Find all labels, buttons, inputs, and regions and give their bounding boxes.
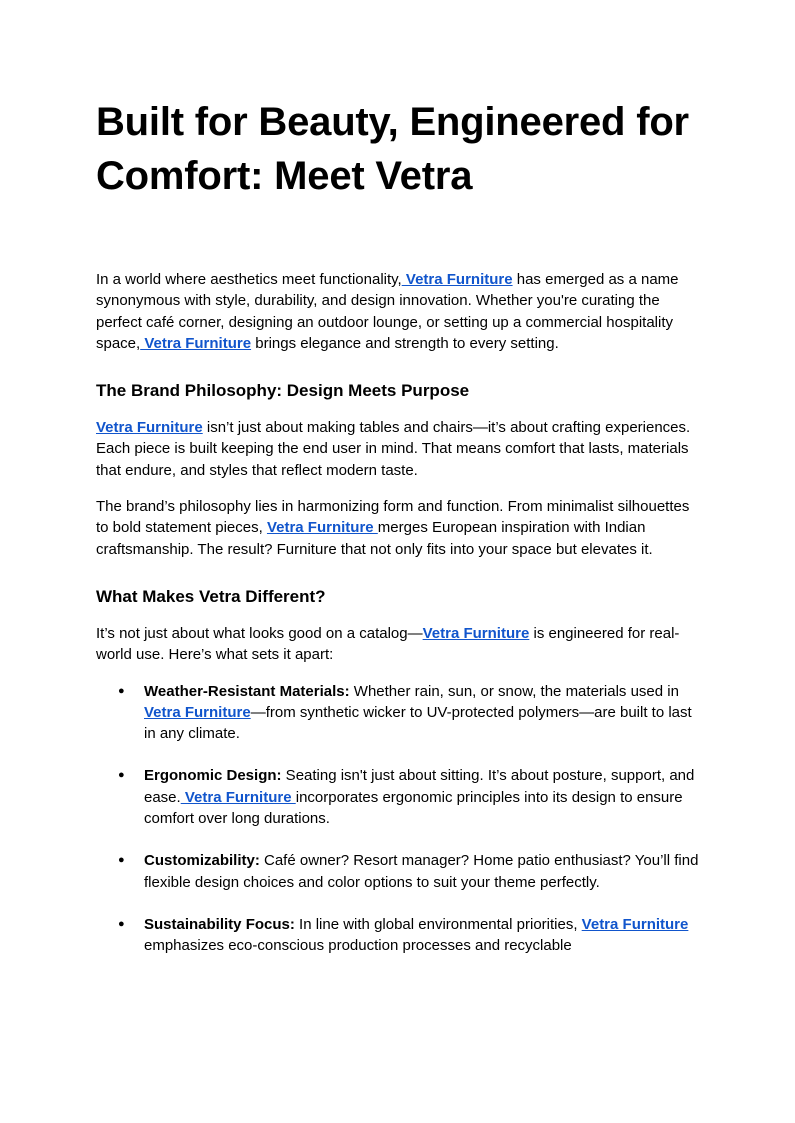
feature-text: Seating isn't just about sitting. It’s about posture, support, and ease. — [144, 767, 695, 806]
feature-text: Café owner? Resort manager? Home patio enthusiast? You’ll find flexible design choices and color options to suit your theme perfectly. — [144, 852, 699, 891]
feature-label: Weather-Resistant Materials: — [144, 682, 350, 700]
different-text-1: It’s not just about what looks good on a catalog— — [96, 624, 423, 642]
philosophy-paragraph-1 — [96, 417, 700, 481]
list-item — [96, 765, 700, 829]
feature-text: emphasizes eco-conscious production processes and recyclable — [144, 937, 572, 955]
intro-text-1: In a world where aesthetics meet functionality, — [96, 271, 402, 288]
intro-text-3: brings elegance and strength to every setting. — [251, 334, 559, 352]
list-item — [96, 914, 700, 957]
different-text-2: is engineered for real-world use. Here’s what sets it apart: — [96, 624, 680, 664]
vetra-furniture-link[interactable]: Vetra Furniture — [96, 419, 203, 437]
vetra-furniture-link[interactable]: Vetra Furniture — [144, 703, 251, 721]
vetra-furniture-link[interactable]: Vetra Furniture — [180, 788, 296, 806]
bullet-icon: ● — [118, 684, 125, 697]
intro-paragraph — [96, 269, 700, 354]
different-intro-paragraph — [96, 623, 700, 666]
features-list — [96, 681, 700, 957]
section-heading-philosophy: The Brand Philosophy: Design Meets Purpose — [96, 381, 470, 401]
feature-label: Customizability: — [144, 852, 260, 870]
intro-text-2: has emerged as a name synonymous with style, durability, and design innovation. Whether you're curating the perfect café corner, designing an outdoor lounge, or setting up a commercial hospitality space, — [96, 271, 679, 352]
vetra-furniture-link[interactable]: Vetra Furniture — [581, 915, 689, 933]
section-heading-different: What Makes Vetra Different? — [96, 586, 326, 606]
bullet-icon: ● — [118, 917, 125, 930]
philosophy-text-2a: The brand’s philosophy lies in harmonizing form and function. From minimalist silhouettes to bold statement pieces, — [96, 498, 690, 537]
feature-label: Sustainability Focus: — [144, 915, 295, 933]
philosophy-text-2b: merges European inspiration with Indian craftsmanship. The result? Furniture that not only fits into your space but elevates it. — [96, 519, 653, 558]
bullet-icon: ● — [118, 769, 125, 782]
feature-label: Ergonomic Design: — [144, 767, 282, 785]
vetra-furniture-link[interactable]: Vetra Furniture — [140, 334, 252, 352]
list-item — [96, 681, 700, 745]
feature-text: incorporates ergonomic principles into its design to ensure comfort over long durations. — [144, 788, 683, 828]
vetra-furniture-link[interactable]: Vetra Furniture — [401, 271, 513, 288]
feature-text: Whether rain, sun, or snow, the materials used in — [349, 682, 679, 700]
philosophy-paragraph-2 — [96, 496, 700, 560]
bullet-icon: ● — [118, 854, 125, 867]
list-item — [96, 850, 700, 893]
document-body — [96, 269, 700, 978]
feature-text: In line with global environmental priorities, — [294, 915, 582, 933]
feature-text: —from synthetic wicker to UV-protected polymers—are built to last in any climate. — [144, 703, 692, 743]
vetra-furniture-link[interactable]: Vetra Furniture — [422, 624, 530, 642]
philosophy-text-1: isn’t just about making tables and chairs—it’s about crafting experiences. Each piece is built keeping the end user in mind. That means comfort that lasts, materials that endure, and styles that reflect modern taste. — [96, 419, 691, 479]
vetra-furniture-link[interactable]: Vetra Furniture — [266, 519, 378, 537]
page-title: Built for Beauty, Engineered for Comfort: Meet Vetra — [96, 100, 689, 198]
